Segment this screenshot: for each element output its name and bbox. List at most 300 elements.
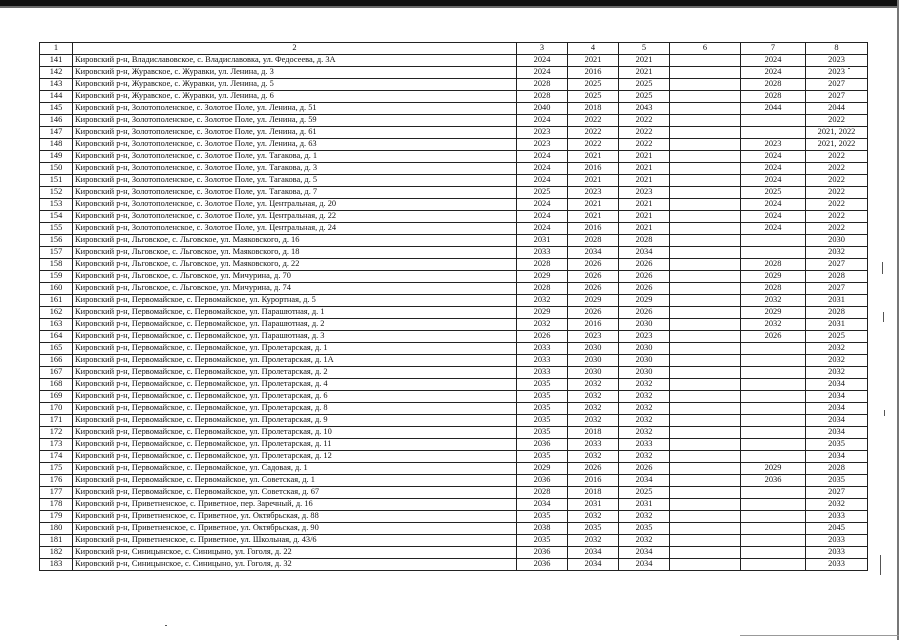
year-col-8-cell: 2034 xyxy=(806,427,868,439)
year-col-5-cell: 2032 xyxy=(619,403,670,415)
year-col-7-cell xyxy=(741,391,806,403)
year-col-6-cell xyxy=(670,331,741,343)
year-col-8-cell: 2027 xyxy=(806,283,868,295)
year-col-6-cell xyxy=(670,475,741,487)
year-col-3-cell: 2024 xyxy=(517,175,568,187)
year-col-5-cell: 2022 xyxy=(619,115,670,127)
col-header-6: 6 xyxy=(670,43,741,55)
table-row xyxy=(40,547,868,559)
table-body xyxy=(40,55,868,571)
year-col-5-cell: 2032 xyxy=(619,427,670,439)
year-col-3-cell: 2024 xyxy=(517,163,568,175)
row-number-cell: 155 xyxy=(40,223,73,235)
year-col-8-cell: 2021, 2022 xyxy=(806,139,868,151)
year-col-7-cell: 2028 xyxy=(741,259,806,271)
year-col-4-cell: 2032 xyxy=(568,511,619,523)
year-col-7-cell: 2024 xyxy=(741,55,806,67)
year-col-3-cell: 2029 xyxy=(517,271,568,283)
table-row xyxy=(40,103,868,115)
year-col-3-cell: 2024 xyxy=(517,151,568,163)
year-col-6-cell xyxy=(670,547,741,559)
year-col-3-cell: 2034 xyxy=(517,499,568,511)
row-number-cell: 170 xyxy=(40,403,73,415)
year-col-8-cell: 2034 xyxy=(806,379,868,391)
year-col-5-cell: 2021 xyxy=(619,163,670,175)
year-col-3-cell: 2023 xyxy=(517,139,568,151)
year-col-7-cell xyxy=(741,535,806,547)
year-col-6-cell xyxy=(670,127,741,139)
year-col-5-cell: 2035 xyxy=(619,523,670,535)
row-number-cell: 182 xyxy=(40,547,73,559)
year-col-3-cell: 2025 xyxy=(517,187,568,199)
year-col-6-cell xyxy=(670,259,741,271)
year-col-5-cell: 2026 xyxy=(619,307,670,319)
row-number-cell: 141 xyxy=(40,55,73,67)
row-number-cell: 152 xyxy=(40,187,73,199)
year-col-7-cell: 2023 xyxy=(741,139,806,151)
year-col-3-cell: 2035 xyxy=(517,379,568,391)
row-number-cell: 180 xyxy=(40,523,73,535)
year-col-8-cell: 2022 xyxy=(806,199,868,211)
address-cell: Кировский р-н, Первомайское, с. Первомайское, ул. Садовая, д. 1 xyxy=(73,463,517,475)
year-col-4-cell: 2016 xyxy=(568,319,619,331)
address-cell: Кировский р-н, Золотополенское, с. Золотое Поле, ул. Тагакова, д. 3 xyxy=(73,163,517,175)
row-number-cell: 175 xyxy=(40,463,73,475)
year-col-8-cell: 2027 xyxy=(806,79,868,91)
year-col-8-cell: 2023 xyxy=(806,55,868,67)
year-col-4-cell: 2021 xyxy=(568,199,619,211)
table-row xyxy=(40,235,868,247)
table-row xyxy=(40,187,868,199)
year-col-3-cell: 2024 xyxy=(517,199,568,211)
year-col-6-cell xyxy=(670,355,741,367)
year-col-5-cell: 2032 xyxy=(619,511,670,523)
year-col-5-cell: 2030 xyxy=(619,319,670,331)
year-col-5-cell: 2034 xyxy=(619,475,670,487)
row-number-cell: 147 xyxy=(40,127,73,139)
year-col-7-cell xyxy=(741,403,806,415)
year-col-8-cell: 2027 xyxy=(806,487,868,499)
year-col-7-cell: 2025 xyxy=(741,187,806,199)
year-col-7-cell xyxy=(741,379,806,391)
year-col-8-cell: 2022 xyxy=(806,115,868,127)
address-cell: Кировский р-н, Приветненское, с. Приветное, ул. Октябрьская, д. 90 xyxy=(73,523,517,535)
year-col-6-cell xyxy=(670,367,741,379)
address-cell: Кировский р-н, Золотополенское, с. Золотое Поле, ул. Ленина, д. 63 xyxy=(73,139,517,151)
address-cell: Кировский р-н, Синицынское, с. Синицыно, ул. Гоголя, д. 32 xyxy=(73,559,517,571)
year-col-5-cell: 2026 xyxy=(619,259,670,271)
year-col-8-cell: 2032 xyxy=(806,247,868,259)
table-row xyxy=(40,463,868,475)
address-cell: Кировский р-н, Первомайское, с. Первомайское, ул. Пролетарская, д. 8 xyxy=(73,403,517,415)
year-col-8-cell: 2027 xyxy=(806,91,868,103)
year-col-4-cell: 2016 xyxy=(568,475,619,487)
row-number-cell: 169 xyxy=(40,391,73,403)
year-col-8-cell: 2030 xyxy=(806,235,868,247)
year-col-8-cell: 2022 xyxy=(806,187,868,199)
year-col-7-cell xyxy=(741,235,806,247)
year-col-7-cell xyxy=(741,559,806,571)
year-col-7-cell: 2029 xyxy=(741,271,806,283)
year-col-7-cell: 2028 xyxy=(741,283,806,295)
year-col-7-cell xyxy=(741,115,806,127)
col-header-3: 3 xyxy=(517,43,568,55)
year-col-8-cell: 2031 xyxy=(806,319,868,331)
table-row xyxy=(40,559,868,571)
year-col-5-cell: 2022 xyxy=(619,127,670,139)
row-number-cell: 146 xyxy=(40,115,73,127)
year-col-7-cell: 2024 xyxy=(741,151,806,163)
year-col-5-cell: 2032 xyxy=(619,415,670,427)
year-col-8-cell: 2034 xyxy=(806,451,868,463)
year-col-5-cell: 2021 xyxy=(619,211,670,223)
year-col-7-cell xyxy=(741,355,806,367)
year-col-4-cell: 2032 xyxy=(568,403,619,415)
year-col-4-cell: 2021 xyxy=(568,211,619,223)
year-col-3-cell: 2028 xyxy=(517,79,568,91)
table-row xyxy=(40,199,868,211)
year-col-4-cell: 2018 xyxy=(568,103,619,115)
year-col-7-cell: 2029 xyxy=(741,307,806,319)
year-col-5-cell: 2028 xyxy=(619,235,670,247)
year-col-4-cell: 2021 xyxy=(568,151,619,163)
year-col-8-cell: 2033 xyxy=(806,535,868,547)
year-col-5-cell: 2032 xyxy=(619,379,670,391)
year-col-4-cell: 2032 xyxy=(568,415,619,427)
year-col-6-cell xyxy=(670,439,741,451)
row-number-cell: 143 xyxy=(40,79,73,91)
year-col-3-cell: 2033 xyxy=(517,343,568,355)
address-cell: Кировский р-н, Первомайское, с. Первомайское, ул. Пролетарская, д. 9 xyxy=(73,415,517,427)
year-col-3-cell: 2023 xyxy=(517,127,568,139)
year-col-5-cell: 2026 xyxy=(619,271,670,283)
row-number-cell: 178 xyxy=(40,499,73,511)
year-col-6-cell xyxy=(670,307,741,319)
year-col-3-cell: 2024 xyxy=(517,211,568,223)
year-col-5-cell: 2021 xyxy=(619,55,670,67)
row-number-cell: 177 xyxy=(40,487,73,499)
year-col-3-cell: 2033 xyxy=(517,355,568,367)
year-col-5-cell: 2032 xyxy=(619,391,670,403)
year-col-8-cell: 2045 xyxy=(806,523,868,535)
table-row xyxy=(40,139,868,151)
year-col-5-cell: 2025 xyxy=(619,487,670,499)
table-row xyxy=(40,415,868,427)
year-col-4-cell: 2029 xyxy=(568,295,619,307)
row-number-cell: 165 xyxy=(40,343,73,355)
year-col-3-cell: 2026 xyxy=(517,331,568,343)
table-row xyxy=(40,403,868,415)
year-col-3-cell: 2028 xyxy=(517,283,568,295)
year-col-7-cell: 2044 xyxy=(741,103,806,115)
year-col-6-cell xyxy=(670,175,741,187)
year-col-6-cell xyxy=(670,187,741,199)
row-number-cell: 172 xyxy=(40,427,73,439)
year-col-8-cell: 2033 xyxy=(806,559,868,571)
year-col-4-cell: 2032 xyxy=(568,379,619,391)
year-col-8-cell: 2034 xyxy=(806,403,868,415)
year-col-6-cell xyxy=(670,379,741,391)
year-col-3-cell: 2035 xyxy=(517,511,568,523)
year-col-5-cell: 2030 xyxy=(619,343,670,355)
address-cell: Кировский р-н, Первомайское, с. Первомайское, ул. Пролетарская, д. 10 xyxy=(73,427,517,439)
year-col-5-cell: 2022 xyxy=(619,139,670,151)
year-col-8-cell: 2033 xyxy=(806,547,868,559)
year-col-3-cell: 2024 xyxy=(517,67,568,79)
year-col-3-cell: 2036 xyxy=(517,439,568,451)
table-row xyxy=(40,151,868,163)
year-col-3-cell: 2031 xyxy=(517,235,568,247)
year-col-3-cell: 2038 xyxy=(517,523,568,535)
row-number-cell: 164 xyxy=(40,331,73,343)
year-col-3-cell: 2029 xyxy=(517,463,568,475)
year-col-6-cell xyxy=(670,487,741,499)
table-row xyxy=(40,379,868,391)
row-number-cell: 162 xyxy=(40,307,73,319)
year-col-6-cell xyxy=(670,415,741,427)
year-col-7-cell: 2028 xyxy=(741,79,806,91)
year-col-3-cell: 2033 xyxy=(517,247,568,259)
row-number-cell: 179 xyxy=(40,511,73,523)
year-col-4-cell: 2025 xyxy=(568,91,619,103)
year-col-8-cell: 2034 xyxy=(806,391,868,403)
year-col-5-cell: 2021 xyxy=(619,151,670,163)
table-row xyxy=(40,67,868,79)
year-col-5-cell: 2021 xyxy=(619,223,670,235)
year-col-4-cell: 2026 xyxy=(568,307,619,319)
year-col-6-cell xyxy=(670,139,741,151)
year-col-3-cell: 2028 xyxy=(517,91,568,103)
year-col-6-cell xyxy=(670,79,741,91)
year-col-8-cell: 2033 xyxy=(806,511,868,523)
row-number-cell: 142 xyxy=(40,67,73,79)
row-number-cell: 156 xyxy=(40,235,73,247)
table-row xyxy=(40,55,868,67)
year-col-4-cell: 2023 xyxy=(568,187,619,199)
year-col-7-cell xyxy=(741,523,806,535)
scan-speck xyxy=(882,262,883,274)
year-col-6-cell xyxy=(670,211,741,223)
year-col-6-cell xyxy=(670,559,741,571)
address-cell: Кировский р-н, Синицынское, с. Синицыно, ул. Гоголя, д. 22 xyxy=(73,547,517,559)
table-row xyxy=(40,211,868,223)
header-row xyxy=(40,43,868,55)
year-col-7-cell xyxy=(741,427,806,439)
year-col-8-cell: 2022 xyxy=(806,175,868,187)
year-col-6-cell xyxy=(670,463,741,475)
address-cell: Кировский р-н, Льговское, с. Льговское, ул. Маяковского, д. 16 xyxy=(73,235,517,247)
year-col-6-cell xyxy=(670,511,741,523)
year-col-6-cell xyxy=(670,235,741,247)
scan-speck xyxy=(883,312,884,322)
scan-top-shadow xyxy=(0,6,899,8)
row-number-cell: 173 xyxy=(40,439,73,451)
col-header-2: 2 xyxy=(73,43,517,55)
year-col-8-cell: 2025 xyxy=(806,331,868,343)
address-cell: Кировский р-н, Первомайское, с. Первомайское, ул. Советская, д. 67 xyxy=(73,487,517,499)
table-row xyxy=(40,523,868,535)
row-number-cell: 163 xyxy=(40,319,73,331)
year-col-4-cell: 2033 xyxy=(568,439,619,451)
address-cell: Кировский р-н, Первомайское, с. Первомайское, ул. Парашютная, д. 2 xyxy=(73,319,517,331)
table-row xyxy=(40,223,868,235)
year-col-4-cell: 2022 xyxy=(568,115,619,127)
year-col-7-cell xyxy=(741,451,806,463)
table-row xyxy=(40,391,868,403)
table-row xyxy=(40,259,868,271)
year-col-8-cell: 2028 xyxy=(806,271,868,283)
row-number-cell: 145 xyxy=(40,103,73,115)
row-number-cell: 150 xyxy=(40,163,73,175)
year-col-7-cell xyxy=(741,511,806,523)
year-col-4-cell: 2023 xyxy=(568,331,619,343)
year-col-7-cell xyxy=(741,499,806,511)
year-col-8-cell: 2032 xyxy=(806,343,868,355)
table-row xyxy=(40,247,868,259)
year-col-3-cell: 2035 xyxy=(517,535,568,547)
year-col-5-cell: 2032 xyxy=(619,451,670,463)
address-cell: Кировский р-н, Журавское, с. Журавки, ул. Ленина, д. 5 xyxy=(73,79,517,91)
year-col-8-cell: 2035 xyxy=(806,475,868,487)
row-number-cell: 176 xyxy=(40,475,73,487)
table-row xyxy=(40,79,868,91)
address-cell: Кировский р-н, Золотополенское, с. Золотое Поле, ул. Ленина, д. 59 xyxy=(73,115,517,127)
year-col-8-cell: 2022 xyxy=(806,163,868,175)
year-col-3-cell: 2036 xyxy=(517,475,568,487)
address-cell: Кировский р-н, Первомайское, с. Первомайское, ул. Курортная, д. 5 xyxy=(73,295,517,307)
year-col-7-cell: 2032 xyxy=(741,319,806,331)
address-cell: Кировский р-н, Приветненское, с. Приветное, ул. Октябрьская, д. 88 xyxy=(73,511,517,523)
year-col-3-cell: 2033 xyxy=(517,367,568,379)
table-row xyxy=(40,295,868,307)
year-col-5-cell: 2026 xyxy=(619,283,670,295)
year-col-3-cell: 2035 xyxy=(517,403,568,415)
col-header-4: 4 xyxy=(568,43,619,55)
table-row xyxy=(40,271,868,283)
year-col-5-cell: 2033 xyxy=(619,439,670,451)
year-col-8-cell: 2028 xyxy=(806,463,868,475)
col-header-5: 5 xyxy=(619,43,670,55)
year-col-4-cell: 2026 xyxy=(568,463,619,475)
year-col-4-cell: 2026 xyxy=(568,259,619,271)
year-col-8-cell: 2028 xyxy=(806,307,868,319)
year-col-4-cell: 2034 xyxy=(568,547,619,559)
year-col-4-cell: 2025 xyxy=(568,79,619,91)
row-number-cell: 153 xyxy=(40,199,73,211)
year-col-4-cell: 2032 xyxy=(568,535,619,547)
year-col-8-cell: 2022 xyxy=(806,151,868,163)
address-cell: Кировский р-н, Первомайское, с. Первомайское, ул. Пролетарская, д. 6 xyxy=(73,391,517,403)
address-cell: Кировский р-н, Первомайское, с. Первомайское, ул. Пролетарская, д. 4 xyxy=(73,379,517,391)
year-col-8-cell: 2032 xyxy=(806,499,868,511)
year-col-6-cell xyxy=(670,151,741,163)
year-col-8-cell: 2035 xyxy=(806,439,868,451)
year-col-8-cell: 2034 xyxy=(806,415,868,427)
year-col-3-cell: 2029 xyxy=(517,307,568,319)
address-cell: Кировский р-н, Льговское, с. Льговское, ул. Маяковского, д. 22 xyxy=(73,259,517,271)
year-col-5-cell: 2023 xyxy=(619,187,670,199)
address-cell: Кировский р-н, Первомайское, с. Первомайское, ул. Пролетарская, д. 2 xyxy=(73,367,517,379)
year-col-8-cell: 2022 xyxy=(806,223,868,235)
table-row xyxy=(40,355,868,367)
year-col-6-cell xyxy=(670,55,741,67)
year-col-6-cell xyxy=(670,295,741,307)
year-col-6-cell xyxy=(670,319,741,331)
year-col-8-cell: 2031 xyxy=(806,295,868,307)
year-col-7-cell: 2032 xyxy=(741,295,806,307)
year-col-3-cell: 2040 xyxy=(517,103,568,115)
scan-speck xyxy=(165,625,167,626)
year-col-6-cell xyxy=(670,199,741,211)
year-col-5-cell: 2025 xyxy=(619,79,670,91)
row-number-cell: 144 xyxy=(40,91,73,103)
scan-bottom-edge xyxy=(740,635,899,636)
year-col-3-cell: 2024 xyxy=(517,223,568,235)
year-col-4-cell: 2034 xyxy=(568,247,619,259)
year-col-5-cell: 2029 xyxy=(619,295,670,307)
year-col-6-cell xyxy=(670,163,741,175)
year-col-4-cell: 2021 xyxy=(568,175,619,187)
table-row xyxy=(40,331,868,343)
year-col-7-cell: 2028 xyxy=(741,91,806,103)
address-cell: Кировский р-н, Золотополенское, с. Золотое Поле, ул. Ленина, д. 61 xyxy=(73,127,517,139)
year-col-8-cell: 2023 xyxy=(806,67,868,79)
year-col-7-cell: 2024 xyxy=(741,67,806,79)
year-col-3-cell: 2032 xyxy=(517,319,568,331)
year-col-6-cell xyxy=(670,247,741,259)
address-cell: Кировский р-н, Льговское, с. Льговское, ул. Мичурина, д. 70 xyxy=(73,271,517,283)
year-col-4-cell: 2026 xyxy=(568,271,619,283)
year-col-4-cell: 2016 xyxy=(568,67,619,79)
year-col-7-cell xyxy=(741,547,806,559)
address-cell: Кировский р-н, Золотополенское, с. Золотое Поле, ул. Ленина, д. 51 xyxy=(73,103,517,115)
address-cell: Кировский р-н, Золотополенское, с. Золотое Поле, ул. Тагакова, д. 7 xyxy=(73,187,517,199)
year-col-4-cell: 2032 xyxy=(568,451,619,463)
year-col-7-cell xyxy=(741,439,806,451)
row-number-cell: 159 xyxy=(40,271,73,283)
row-number-cell: 148 xyxy=(40,139,73,151)
year-col-6-cell xyxy=(670,499,741,511)
table-row xyxy=(40,475,868,487)
year-col-5-cell: 2034 xyxy=(619,247,670,259)
year-col-8-cell: 2027 xyxy=(806,259,868,271)
address-cell: Кировский р-н, Льговское, с. Льговское, ул. Маяковского, д. 18 xyxy=(73,247,517,259)
scan-speck xyxy=(880,555,881,575)
address-cell: Кировский р-н, Первомайское, с. Первомайское, ул. Парашютная, д. 1 xyxy=(73,307,517,319)
year-col-3-cell: 2036 xyxy=(517,559,568,571)
year-col-4-cell: 2018 xyxy=(568,427,619,439)
address-cell: Кировский р-н, Льговское, с. Льговское, ул. Мичурина, д. 74 xyxy=(73,283,517,295)
row-number-cell: 161 xyxy=(40,295,73,307)
year-col-4-cell: 2018 xyxy=(568,487,619,499)
year-col-6-cell xyxy=(670,403,741,415)
year-col-7-cell xyxy=(741,127,806,139)
year-col-6-cell xyxy=(670,91,741,103)
year-col-6-cell xyxy=(670,115,741,127)
row-number-cell: 149 xyxy=(40,151,73,163)
year-col-4-cell: 2021 xyxy=(568,55,619,67)
year-col-6-cell xyxy=(670,283,741,295)
year-col-8-cell: 2032 xyxy=(806,355,868,367)
table-row xyxy=(40,343,868,355)
year-col-4-cell: 2030 xyxy=(568,367,619,379)
table-row xyxy=(40,307,868,319)
address-cell: Кировский р-н, Первомайское, с. Первомайское, ул. Парашютная, д. 3 xyxy=(73,331,517,343)
year-col-4-cell: 2016 xyxy=(568,163,619,175)
col-header-7: 7 xyxy=(741,43,806,55)
year-col-5-cell: 2021 xyxy=(619,67,670,79)
year-col-5-cell: 2030 xyxy=(619,355,670,367)
